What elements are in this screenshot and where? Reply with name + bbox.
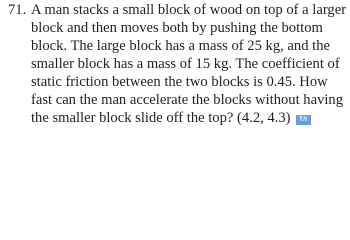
problem-line: block. The large block has a mass of 25 kg, and the: [31, 38, 330, 54]
skill-badge: T/I: [296, 115, 311, 125]
problem-line: static friction between the two blocks is 0.45. How: [31, 74, 328, 90]
problem-line: A man stacks a small block of wood on top of a larger: [31, 2, 347, 18]
problem-line: fast can the man accelerate the blocks without having: [31, 92, 344, 108]
problem-line: block and then moves both by pushing the bottom: [31, 20, 323, 36]
problem-line: smaller block has a mass of 15 kg. The coefficient of: [31, 56, 340, 72]
problem-line-last: [31, 109, 349, 127]
problem-line-text: the smaller block slide off the top? (4.2, 4.3): [31, 110, 291, 126]
problem-text: [31, 1, 349, 127]
problem-number: 71.: [8, 2, 27, 18]
